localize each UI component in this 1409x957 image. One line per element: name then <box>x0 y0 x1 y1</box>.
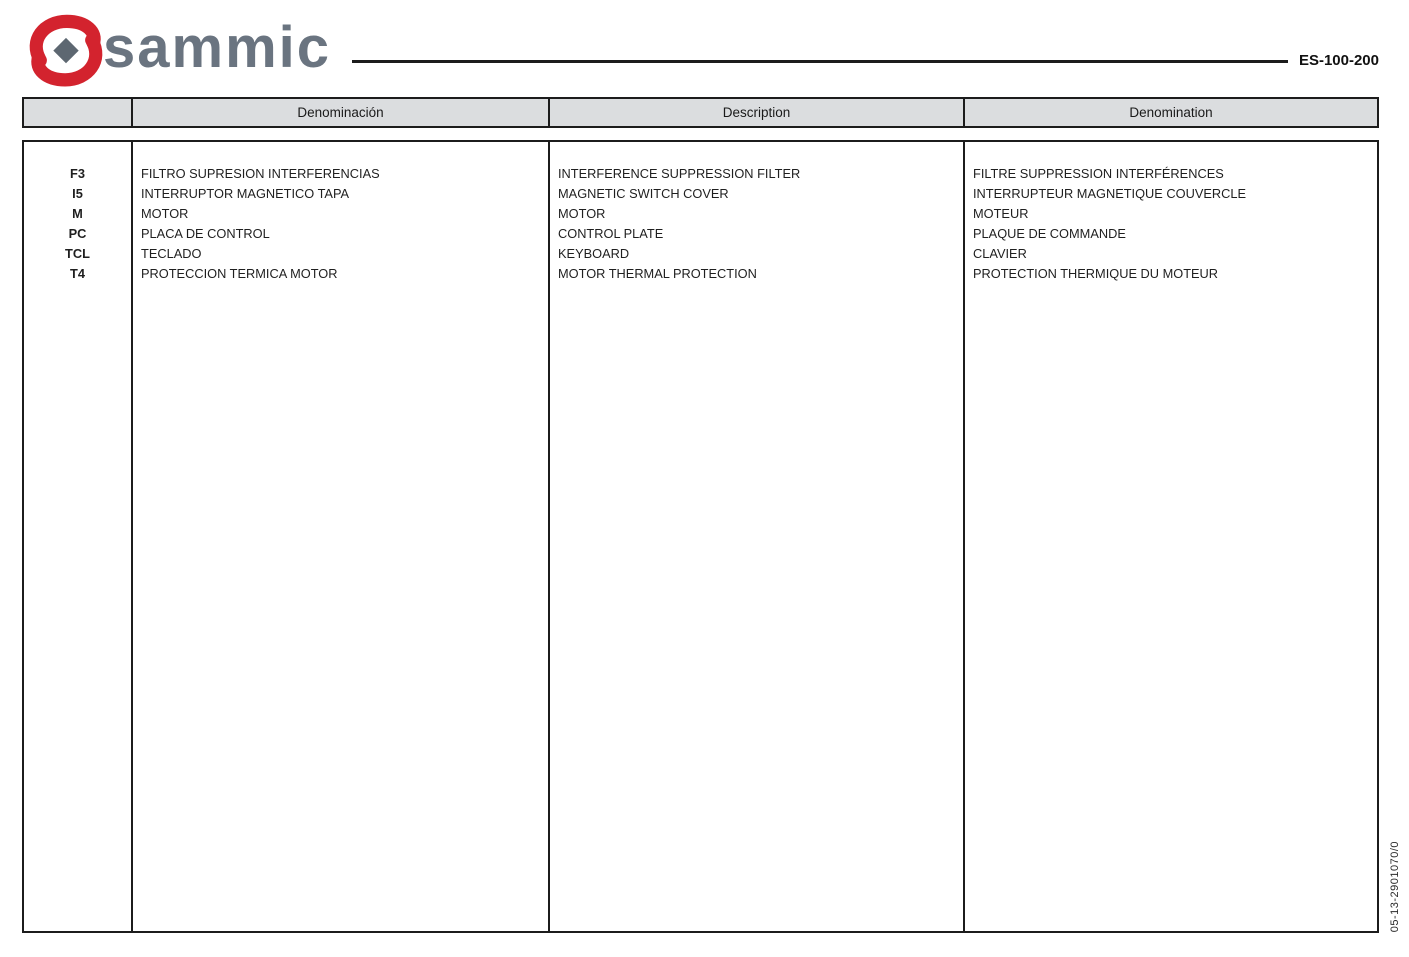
description-cell: MAGNETIC SWITCH COVER <box>558 185 729 201</box>
description-column <box>548 142 963 931</box>
code-cell: TCL <box>65 245 90 261</box>
denominacion-cell: MOTOR <box>141 205 189 221</box>
code-cell: F3 <box>70 166 85 181</box>
denominacion-cell: INTERRUPTOR MAGNETICO TAPA <box>141 185 350 201</box>
document-number: 05-13-2901070/0 <box>1389 840 1401 932</box>
denominacion-cell: PROTECCION TERMICA MOTOR <box>141 265 338 281</box>
column-header-denominacion: Denominación <box>131 99 548 126</box>
description-cell: MOTOR <box>558 205 606 221</box>
code-cell: T4 <box>70 265 85 281</box>
code-cell: I5 <box>72 185 83 201</box>
description-cell: INTERFERENCE SUPPRESSION FILTER <box>558 166 801 181</box>
denominacion-cell: PLACA DE CONTROL <box>141 225 270 241</box>
denominacion-cell: TECLADO <box>141 245 202 261</box>
code-column <box>24 142 131 931</box>
table-header-bar <box>22 97 1379 128</box>
denomination-cell: FILTRE SUPPRESSION INTERFÉRENCES <box>973 166 1224 181</box>
denomination-cell: PROTECTION THERMIQUE DU MOTEUR <box>973 265 1219 281</box>
description-cell: CONTROL PLATE <box>558 225 664 241</box>
denominacion-cell: FILTRO SUPRESION INTERFERENCIAS <box>141 166 380 181</box>
header-rule <box>352 60 1288 63</box>
denominacion-column <box>131 142 548 931</box>
code-cell: M <box>72 205 83 221</box>
denomination-cell: MOTEUR <box>973 205 1029 221</box>
model-number: ES-100-200 <box>1298 52 1379 69</box>
denomination-cell: PLAQUE DE COMMANDE <box>973 225 1126 241</box>
column-header-code <box>24 99 131 126</box>
denomination-cell: INTERRUPTEUR MAGNETIQUE COUVERCLE <box>973 185 1247 201</box>
brand-name: sammic <box>103 15 332 80</box>
description-cell: MOTOR THERMAL PROTECTION <box>558 265 757 281</box>
denomination-cell: CLAVIER <box>973 245 1027 261</box>
denomination-column <box>963 142 1377 931</box>
sammic-logo-icon <box>27 14 105 88</box>
code-cell: PC <box>68 225 87 241</box>
column-header-denomination: Denomination <box>963 99 1377 126</box>
description-cell: KEYBOARD <box>558 245 630 261</box>
column-header-description: Description <box>548 99 963 126</box>
parts-table-body <box>22 140 1379 933</box>
